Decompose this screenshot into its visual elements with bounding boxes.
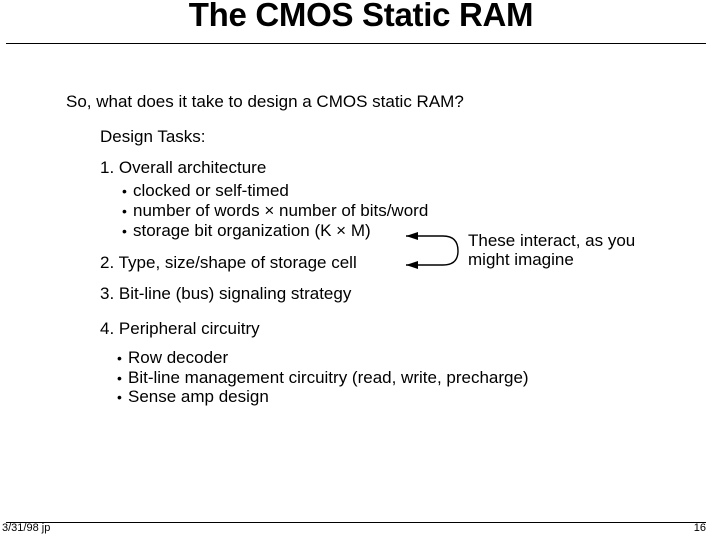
tasks-heading: Design Tasks: [100, 127, 206, 146]
bullet-text: number of words × number of bits/word [133, 201, 429, 220]
page-number: 16 [693, 522, 706, 534]
bullet-icon: • [117, 350, 122, 366]
bullet-text: Sense amp design [128, 387, 269, 406]
bullet-icon: • [117, 389, 122, 405]
task-item-architecture: 1. Overall architecture [100, 158, 267, 177]
intro-question: So, what does it take to design a CMOS static RAM? [66, 92, 464, 111]
bullet-text: Bit-line management circuitry (read, write, precharge) [128, 368, 529, 387]
slide-title: The CMOS Static RAM [188, 0, 534, 33]
bullet-icon: • [122, 183, 127, 199]
bullet-icon: • [117, 370, 122, 386]
bullet-icon: • [122, 203, 127, 219]
footer-date: 3/31/98 jp [2, 522, 51, 534]
bullet-icon: • [122, 223, 127, 239]
bullet-text: clocked or self-timed [133, 181, 289, 200]
interaction-note: These interact, as you might imagine [468, 231, 636, 269]
task-item-peripheral: 4. Peripheral circuitry [100, 319, 260, 338]
bullet-text: storage bit organization (K × M) [133, 221, 371, 240]
task-item-bit-line: 3. Bit-line (bus) signaling strategy [100, 284, 352, 303]
task-item-storage-cell: 2. Type, size/shape of storage cell [100, 253, 357, 272]
bullet-text: Row decoder [128, 348, 229, 367]
footer-rule [6, 522, 706, 523]
